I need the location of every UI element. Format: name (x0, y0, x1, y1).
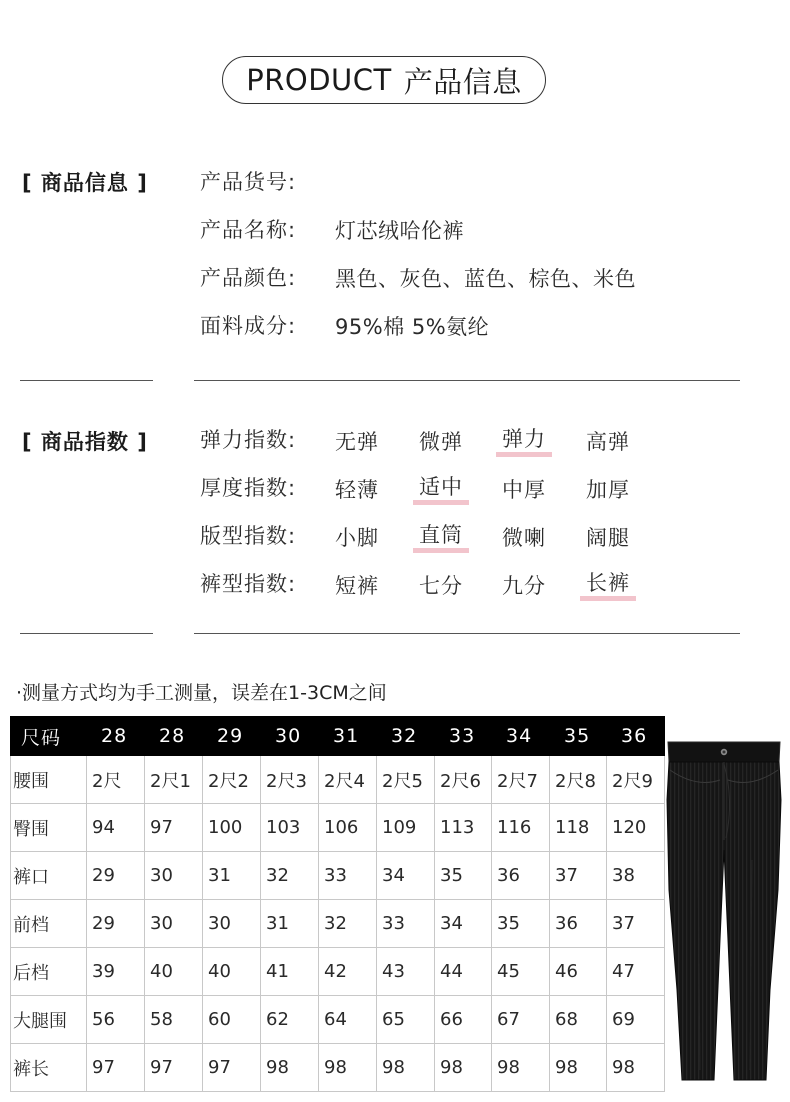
table-cell: 36 (492, 852, 550, 900)
table-cell: 31 (203, 852, 261, 900)
item-number-label: 产品货号: (200, 170, 297, 194)
product-name-label: 产品名称: (200, 218, 297, 242)
row-label: 臀围 (11, 804, 87, 852)
table-cell: 100 (203, 804, 261, 852)
table-row (11, 756, 665, 804)
divider (20, 633, 153, 634)
black-corduroy-pants-image (662, 740, 786, 1085)
table-cell: 2尺2 (203, 756, 261, 804)
table-cell: 109 (377, 804, 435, 852)
fabric-label: 面料成分: (200, 314, 297, 338)
table-row (11, 804, 665, 852)
size-table (10, 716, 665, 1092)
row-label: 裤口 (11, 852, 87, 900)
table-cell: 37 (550, 852, 607, 900)
table-cell: 69 (607, 996, 665, 1044)
elasticity-option: 高弹 (586, 430, 630, 454)
table-cell: 45 (492, 948, 550, 996)
table-cell: 2尺6 (435, 756, 492, 804)
table-cell: 33 (319, 852, 377, 900)
table-row (11, 852, 665, 900)
title-cn: 产品信息 (403, 64, 522, 99)
divider (20, 380, 153, 381)
table-cell: 97 (145, 1044, 203, 1092)
header-cell: 35 (550, 717, 607, 756)
table-cell: 32 (319, 900, 377, 948)
table-cell: 67 (492, 996, 550, 1044)
table-cell: 31 (261, 900, 319, 948)
table-cell: 43 (377, 948, 435, 996)
thickness-option: 加厚 (586, 478, 630, 502)
elasticity-option: 微弹 (419, 430, 463, 454)
table-cell: 2尺9 (607, 756, 665, 804)
table-cell: 66 (435, 996, 492, 1044)
product-name-value: 灯芯绒哈伦裤 (335, 219, 464, 243)
table-cell: 35 (435, 852, 492, 900)
table-row (11, 948, 665, 996)
table-cell: 65 (377, 996, 435, 1044)
table-cell: 40 (203, 948, 261, 996)
header-cell: 32 (377, 717, 435, 756)
table-cell: 98 (261, 1044, 319, 1092)
table-cell: 58 (145, 996, 203, 1044)
table-cell: 34 (435, 900, 492, 948)
row-label: 裤长 (11, 1044, 87, 1092)
table-cell: 38 (607, 852, 665, 900)
table-cell: 29 (87, 852, 145, 900)
table-cell: 34 (377, 852, 435, 900)
product-color-label: 产品颜色: (200, 266, 297, 290)
table-cell: 97 (203, 1044, 261, 1092)
table-cell: 98 (550, 1044, 607, 1092)
thickness-option: 轻薄 (335, 478, 379, 502)
table-cell: 56 (87, 996, 145, 1044)
row-label: 后档 (11, 948, 87, 996)
pant-type-option: 短裤 (335, 574, 379, 598)
table-cell: 2尺8 (550, 756, 607, 804)
header-cell: 尺码 (11, 717, 87, 756)
table-cell: 42 (319, 948, 377, 996)
header-cell: 28 (145, 717, 203, 756)
table-cell: 30 (145, 900, 203, 948)
header-cell: 30 (261, 717, 319, 756)
table-cell: 46 (550, 948, 607, 996)
thickness-label: 厚度指数: (200, 476, 297, 500)
header-cell: 36 (607, 717, 665, 756)
table-cell: 60 (203, 996, 261, 1044)
pant-type-option: 九分 (502, 574, 546, 598)
table-cell: 98 (319, 1044, 377, 1092)
table-cell: 2尺5 (377, 756, 435, 804)
table-cell: 2尺 (87, 756, 145, 804)
header-cell: 34 (492, 717, 550, 756)
fabric-value: 95%棉 5%氨纶 (335, 315, 490, 339)
table-cell: 120 (607, 804, 665, 852)
table-cell: 37 (607, 900, 665, 948)
table-cell: 30 (203, 900, 261, 948)
row-label: 大腿围 (11, 996, 87, 1044)
divider (194, 380, 740, 381)
fit-option-selected: 直筒 (413, 522, 469, 553)
elasticity-label: 弹力指数: (200, 428, 297, 452)
pant-type-option-selected: 长裤 (580, 570, 636, 601)
table-cell: 97 (145, 804, 203, 852)
table-cell: 35 (492, 900, 550, 948)
table-header-row (11, 717, 665, 756)
product-info-section-label: [ 商品信息 ] (22, 171, 148, 195)
row-label: 腰围 (11, 756, 87, 804)
product-color-value: 黑色、灰色、蓝色、棕色、米色 (335, 267, 636, 291)
table-cell: 68 (550, 996, 607, 1044)
table-cell: 113 (435, 804, 492, 852)
table-cell: 2尺1 (145, 756, 203, 804)
pant-type-option: 七分 (419, 574, 463, 598)
table-row (11, 996, 665, 1044)
measurement-note: ·测量方式均为手工测量，误差在1-3CM之间 (16, 682, 387, 704)
table-cell: 116 (492, 804, 550, 852)
table-cell: 97 (87, 1044, 145, 1092)
table-cell: 32 (261, 852, 319, 900)
elasticity-option: 无弹 (335, 430, 379, 454)
table-cell: 40 (145, 948, 203, 996)
table-cell: 98 (435, 1044, 492, 1092)
table-cell: 118 (550, 804, 607, 852)
table-cell: 62 (261, 996, 319, 1044)
table-cell: 2尺7 (492, 756, 550, 804)
table-row (11, 1044, 665, 1092)
table-cell: 29 (87, 900, 145, 948)
page-title (222, 56, 546, 104)
pant-type-label: 裤型指数: (200, 572, 297, 596)
table-cell: 2尺4 (319, 756, 377, 804)
table-cell: 41 (261, 948, 319, 996)
divider (194, 633, 740, 634)
thickness-option: 中厚 (502, 478, 546, 502)
title-en: PRODUCT (246, 63, 392, 97)
fit-option: 微喇 (502, 526, 546, 550)
table-row (11, 900, 665, 948)
table-cell: 47 (607, 948, 665, 996)
fit-label: 版型指数: (200, 524, 297, 548)
header-cell: 28 (87, 717, 145, 756)
table-cell: 33 (377, 900, 435, 948)
table-cell: 98 (607, 1044, 665, 1092)
table-cell: 39 (87, 948, 145, 996)
table-cell: 94 (87, 804, 145, 852)
table-cell: 2尺3 (261, 756, 319, 804)
row-label: 前档 (11, 900, 87, 948)
header-cell: 29 (203, 717, 261, 756)
header-cell: 31 (319, 717, 377, 756)
table-cell: 106 (319, 804, 377, 852)
thickness-option-selected: 适中 (413, 474, 469, 505)
elasticity-option-selected: 弹力 (496, 426, 552, 457)
fit-option: 小脚 (335, 526, 379, 550)
product-index-section-label: [ 商品指数 ] (22, 430, 148, 454)
fit-option: 阔腿 (586, 526, 630, 550)
table-cell: 98 (377, 1044, 435, 1092)
table-cell: 36 (550, 900, 607, 948)
table-cell: 30 (145, 852, 203, 900)
table-cell: 98 (492, 1044, 550, 1092)
table-cell: 64 (319, 996, 377, 1044)
table-cell: 103 (261, 804, 319, 852)
header-cell: 33 (435, 717, 492, 756)
table-cell: 44 (435, 948, 492, 996)
